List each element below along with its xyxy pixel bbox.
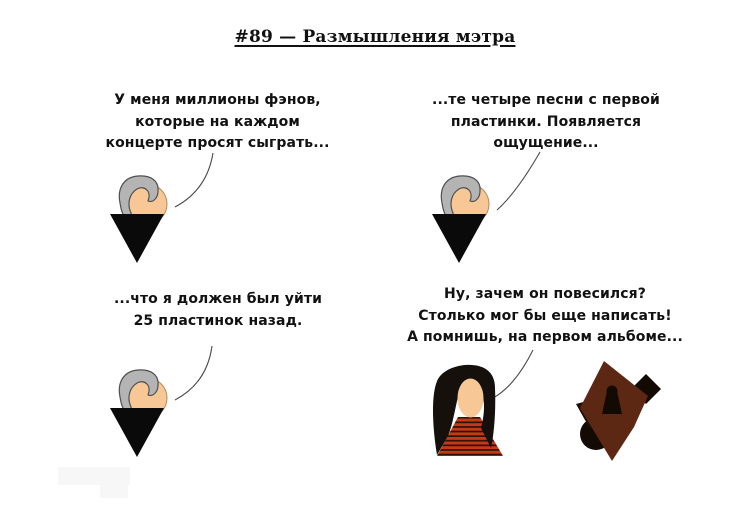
- maestro-figure-panel-1: [110, 176, 167, 263]
- caption-line: ощущение...: [493, 135, 599, 151]
- panel-1-caption: [55, 90, 380, 155]
- caption-line: 25 пластинок назад.: [133, 312, 303, 329]
- watermark: [58, 467, 130, 498]
- panel-2-caption: [390, 90, 702, 155]
- woman-face: [458, 379, 484, 418]
- panel-3-caption: [57, 289, 379, 332]
- maestro-figure-panel-2: [432, 176, 489, 263]
- panel-4-caption: [375, 284, 715, 349]
- caption-line: которые на каждом: [135, 113, 300, 130]
- caption-line: Ну, зачем он повесился?: [444, 286, 646, 302]
- caption-line: пластинки. Появляется: [450, 113, 642, 130]
- caption-line: концерте просят сыграть...: [105, 135, 330, 151]
- maestro-figure-panel-3: [110, 370, 167, 457]
- caption-line: ...те четыре песни с первой: [432, 92, 660, 108]
- caption-line: Столько мог бы еще написать!: [418, 307, 672, 324]
- speech-tail-panel-3: [175, 346, 212, 400]
- caption-line: У меня миллионы фэнов,: [114, 92, 321, 108]
- caption-line: А помнишь, на первом альбоме...: [407, 329, 683, 345]
- woman-figure: [433, 365, 503, 456]
- speech-tail-panel-4: [493, 350, 533, 398]
- comic-title: #89 — Размышления мэтра: [234, 27, 516, 47]
- guitarist-figure: [576, 361, 661, 461]
- speech-tail-panel-2: [497, 152, 540, 210]
- speech-tail-panel-1: [175, 153, 213, 207]
- caption-line: ...что я должен был уйти: [113, 291, 322, 307]
